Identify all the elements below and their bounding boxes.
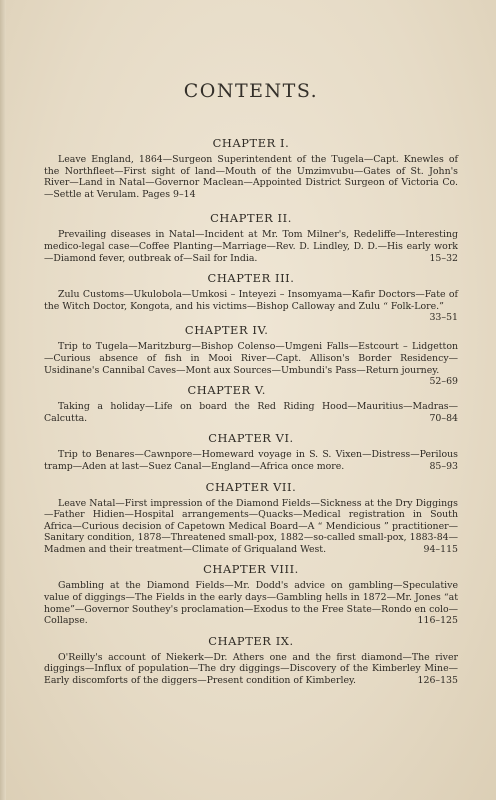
chapter-summary (44, 401, 458, 424)
chapter-heading: CHAPTER V. (187, 383, 266, 398)
chapter-pages: 94–115 (423, 543, 458, 555)
chapter-summary (44, 652, 458, 687)
chapter-2 (44, 211, 458, 264)
chapter-pages: 15–32 (429, 252, 458, 264)
chapter-summary (44, 154, 458, 200)
chapter-summary-text: O'Reilly's account of Niekerk—Dr. Athers one and the first diamond—The river diggings—Influx of population—The dry diggings—Discovery of the Kimberley Mine—Early discomforts of the diggers—Present condition of Kimberley. (44, 651, 458, 687)
chapter-pages: 33–51 (429, 312, 458, 324)
chapter-pages: Pages 9–14 (142, 188, 196, 200)
chapter-7 (44, 480, 458, 556)
chapter-heading: CHAPTER I. (212, 136, 290, 150)
chapter-heading: CHAPTER VII. (205, 479, 297, 494)
chapter-pages: 126–135 (417, 675, 458, 687)
chapter-heading: CHAPTER IX. (208, 633, 294, 648)
chapter-summary-text: Taking a holiday—Life on board the Red Riding Hood—Mauritius—Madras—Calcutta. (44, 401, 458, 424)
chapter-summary-text: Trip to Benares—Cawnpore—Homeward voyage in S. S. Vixen—Distress—Perilous tramp—Aden at last—Suez Canal—England—Africa once more. (44, 449, 458, 472)
chapter-summary-text: Zulu Customs—Ukulobola—Umkosi – Inteyezi – Insomyama—Kafir Doctors—Fate of the Witch Doctor, Kongota, and his victims—Bishop Calloway and Zulu “ Folk-Lore.” (44, 289, 458, 312)
chapter-summary-text: Leave Natal—First impression of the Diamond Fields—Sickness at the Dry Diggings—Father Hidien—Hospital arrangements—Quacks—Medical registration in South Africa—Curious decision of Capetown Medical Board—A “ Mendicious ” practitioner—Sanitary condition, 1878—Threatened small-pox, 1882—so-called small-pox, 1883-84—Madmen and their treatment—Climate of Griqualand West. (44, 497, 458, 555)
chapter-1 (44, 136, 458, 200)
chapter-heading: CHAPTER II. (210, 211, 292, 226)
chapter-pages: 52–69 (429, 376, 458, 388)
chapter-summary-text: Gambling at the Diamond Fields—Mr. Dodd's advice on gambling—Speculative value of diggings—The Fields in the early days—Gambling hells in 1872—Mr. Jones “at home”—Governor Southey's proclamation—Exodus to the Free State—Rondo en colo—Collapse. (44, 580, 458, 627)
chapter-3 (44, 271, 458, 324)
chapter-summary (44, 289, 458, 324)
chapter-9 (44, 634, 458, 687)
chapter-4 (44, 323, 458, 388)
chapter-pages: 70–84 (429, 412, 458, 424)
chapter-8 (44, 562, 458, 626)
chapter-heading: CHAPTER III. (207, 271, 295, 286)
chapter-heading: CHAPTER VIII. (203, 562, 299, 577)
chapter-5 (44, 383, 458, 424)
chapter-heading: CHAPTER VI. (208, 431, 294, 446)
chapter-summary (44, 449, 458, 472)
chapter-pages: 85–93 (429, 460, 458, 472)
chapter-summary (44, 498, 458, 556)
chapter-summary-text: Trip to Tugela—Maritzburg—Bishop Colenso—Umgeni Falls—Estcourt – Lidgetton—Curious absence of fish in Mooi River—Capt. Allison's Border Residency—Usidinane's Cannibal Caves—Mont aux Sources—Umbundi's Pass—Return journey. (44, 341, 458, 376)
page-title: CONTENTS. (183, 80, 319, 102)
chapter-heading: CHAPTER IV. (184, 323, 269, 338)
chapter-summary (44, 229, 458, 264)
chapter-pages: 116–125 (417, 615, 458, 627)
chapter-summary (44, 341, 458, 388)
chapter-summary (44, 580, 458, 626)
chapter-summary-text: Prevailing diseases in Natal—Incident at Mr. Tom Milner's, Redeliffe—Interesting medico-legal case—Coffee Planting—Marriage—Rev. D. Lindley, D. D.—His early work—Diamond fever, outbreak of—Sail for India. (44, 229, 458, 264)
chapter-summary-text: Leave England, 1864—Surgeon Superintendent of the Tugela—Capt. Knewles of the Northfleet—First sight of land—Mouth of the Umzimvubu—Gates of St. John's River—Land in Natal—Governor Maclean—Appointed District Surgeon of Victoria Co.—Settle at Verulam. (44, 154, 458, 200)
chapter-6 (44, 431, 458, 472)
